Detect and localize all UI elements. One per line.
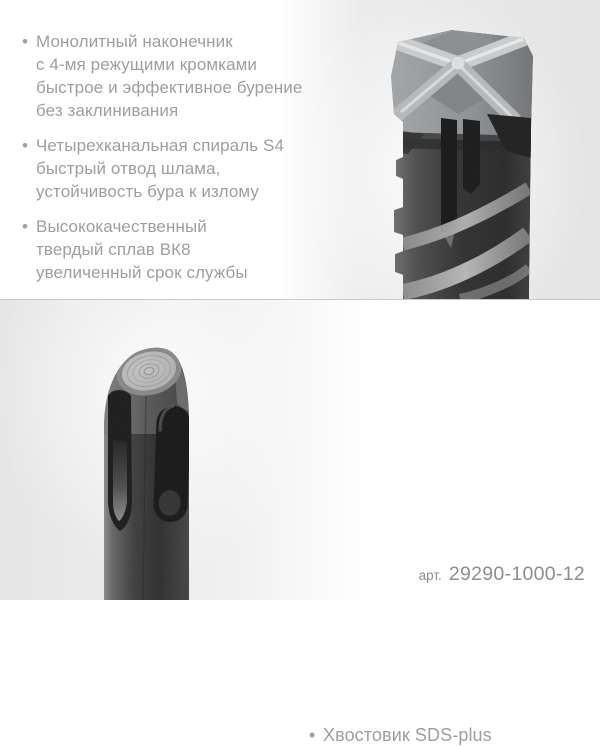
feature-item-spiral xyxy=(22,134,314,203)
shank-photo xyxy=(0,300,300,600)
drill-tip-photo xyxy=(300,0,600,299)
feature-list xyxy=(22,30,314,296)
feature-line: увеличенный срок службы xyxy=(36,263,248,282)
feature-line: устойчивость бура к излому xyxy=(36,182,259,201)
bullet-marker: • xyxy=(309,725,316,745)
shank-feature-text: Хвостовик SDS-plus xyxy=(323,725,492,745)
feature-line: с 4-мя режущими кромками xyxy=(36,55,258,74)
shank-section xyxy=(0,300,600,745)
bullet-marker: • xyxy=(22,32,29,51)
feature-line: быстрое и эффективное бурение xyxy=(36,78,303,97)
feature-line: Монолитный наконечник xyxy=(36,32,233,51)
shank-feature xyxy=(309,723,492,747)
tip-section xyxy=(0,0,600,299)
feature-line: быстрый отвод шлама, xyxy=(36,159,221,178)
feature-line: Высококачественный xyxy=(36,217,207,236)
article-value: 29290-1000-12 xyxy=(448,563,585,585)
article-prefix: арт. xyxy=(418,568,442,583)
feature-line: твердый сплав ВК8 xyxy=(36,240,191,259)
feature-line: Четырехканальная спираль S4 xyxy=(36,136,285,155)
bullet-marker: • xyxy=(22,136,29,155)
sds-shank-illustration xyxy=(0,300,300,600)
feature-item-carbide xyxy=(22,215,314,284)
article-number xyxy=(419,563,585,586)
drill-tip-illustration xyxy=(300,0,600,299)
bullet-marker: • xyxy=(22,217,29,236)
feature-line: без заклинивания xyxy=(36,101,179,120)
feature-item-tip xyxy=(22,30,314,122)
